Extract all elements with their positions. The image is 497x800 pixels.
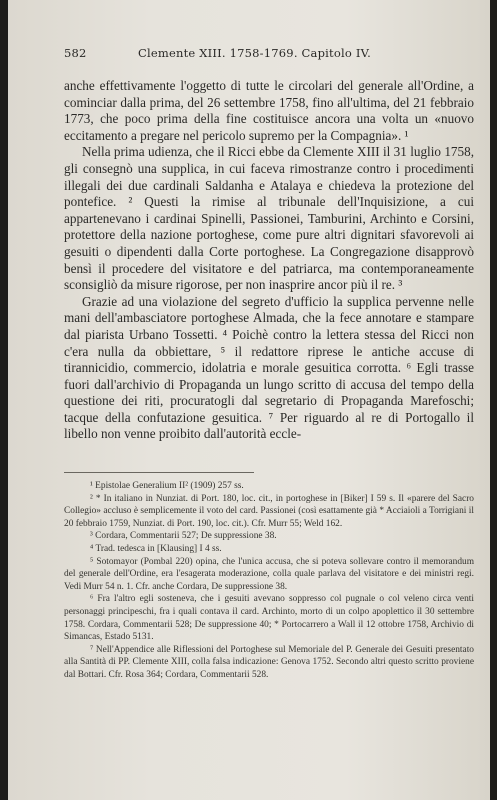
footnote-separator	[64, 472, 254, 473]
footnote-3: ³ Cordara, Commentarii 527; De suppressione 38.	[90, 531, 277, 542]
footnote-6: ⁶ Fra l'altro egli sosteneva, che i gesuiti avevano soppresso col pugnale o col veleno circa venti personaggi principeschi, fra i quali contava il card. Archinto, morto di un colpo apoplettico il 30 settembre 1758. Cordara, Commentarii 528; De suppressione 40; * Portocarrero a Wall il 12 ottobre 1758, Archivio di Simancas, Estado 5131.	[64, 594, 474, 643]
footnotes	[64, 480, 474, 682]
footnote-7: ⁷ Nell'Appendice alle Riflessioni del Portoghese sul Memoriale del P. Generale dei Gesuiti presentato alla Santità di PP. Clemente XIII, colla falsa indicazione: Genova 1752. Secondo altri questo scritto proviene dal Bottari. Cfr. Rosa 364; Cordara, Commentarii 528.	[64, 644, 474, 680]
page-number: 582	[64, 46, 87, 60]
main-text	[64, 78, 474, 443]
paragraph-1: anche effettivamente l'oggetto di tutte le circolari del generale all'Ordine, a cominciar dalla prima, del 26 settembre 1758, fino all'ultima, del 21 febbraio 1773, che poco prima della fine costituisce ancora una volta un «nuovo eccitamento a pregare nel pericolo supremo per la Compagnia». ¹	[64, 78, 474, 143]
footnote-2: ² * In italiano in Nunziat. di Port. 180, loc. cit., in portoghese in [Biker] I 59 s. Il «parere del Sacro Collegio» accluso è semplicemente il voto del card. Passionei (così esattamente già * Acciaioli a Torrigiani il 20 febbraio 1759, Nunziat. di Port. 190, loc. cit.). Cfr. Murr 55; Weld 162.	[64, 493, 474, 529]
book-page	[8, 0, 490, 800]
paragraph-2: Nella prima udienza, che il Ricci ebbe da Clemente XIII il 31 luglio 1758, gli consegnò una supplica, in cui faceva rimostranze contro i procedimenti illegali dei due cardinali Saldanha e Atalaya e chiedeva la protezione del pontefice. ² Questi la rimise al tribunale dell'Inquisizione, a cui appartenevano i cardinai Spinelli, Passionei, Tamburini, Archinto e Corsini, protettore della nazione portoghese, come pure altri dignitari sfavorevoli ai gesuiti o dipendenti dalla Corte portoghese. La Congregazione disapprovò bensì il procedere del visitatore e del patriarca, ma contemporaneamente sconsigliò da misure rigorose, per non inasprire ancor più il re. ³	[64, 144, 474, 293]
footnote-4: ⁴ Trad. tedesca in [Klausing] I 4 ss.	[90, 543, 222, 554]
running-title: Clemente XIII. 1758-1769. Capitolo IV.	[138, 46, 371, 60]
footnote-1: ¹ Epistolae Generalium II² (1909) 257 ss.	[90, 481, 244, 491]
footnote-5: ⁵ Sotomayor (Pombal 220) opina, che l'unica accusa, che si poteva sollevare contro il memorandum del generale dell'Ordine, era l'esagerata moderazione, colla quale parlava del visitatore e dei ministri regi. Vedi Murr 54 n. 1. Cfr. anche Cordara, De suppressione 38.	[64, 556, 474, 592]
paragraph-3: Grazie ad una violazione del segreto d'ufficio la supplica pervenne nelle mani dell'ambasciatore portoghese Almada, che la fece annotare e stampare dal piarista Urbano Tossetti. ⁴ Poichè contro la lettera stessa del Ricci non c'era nulla da obbiettare, ⁵ il redattore riprese le antiche accuse di tirannicidio, commercio, idolatria e morale gesuitica corrotta. ⁶ Egli trasse fuori dall'archivio di Propaganda un lungo scritto di accusa del tempo della questione dei riti, procuratogli dal segretario di Propaganda Marefoschi; tacque della confutazione gesuitica. ⁷ Per riguardo al re di Portogallo il libello non venne proibito dall'autorità eccle-	[64, 293, 474, 442]
